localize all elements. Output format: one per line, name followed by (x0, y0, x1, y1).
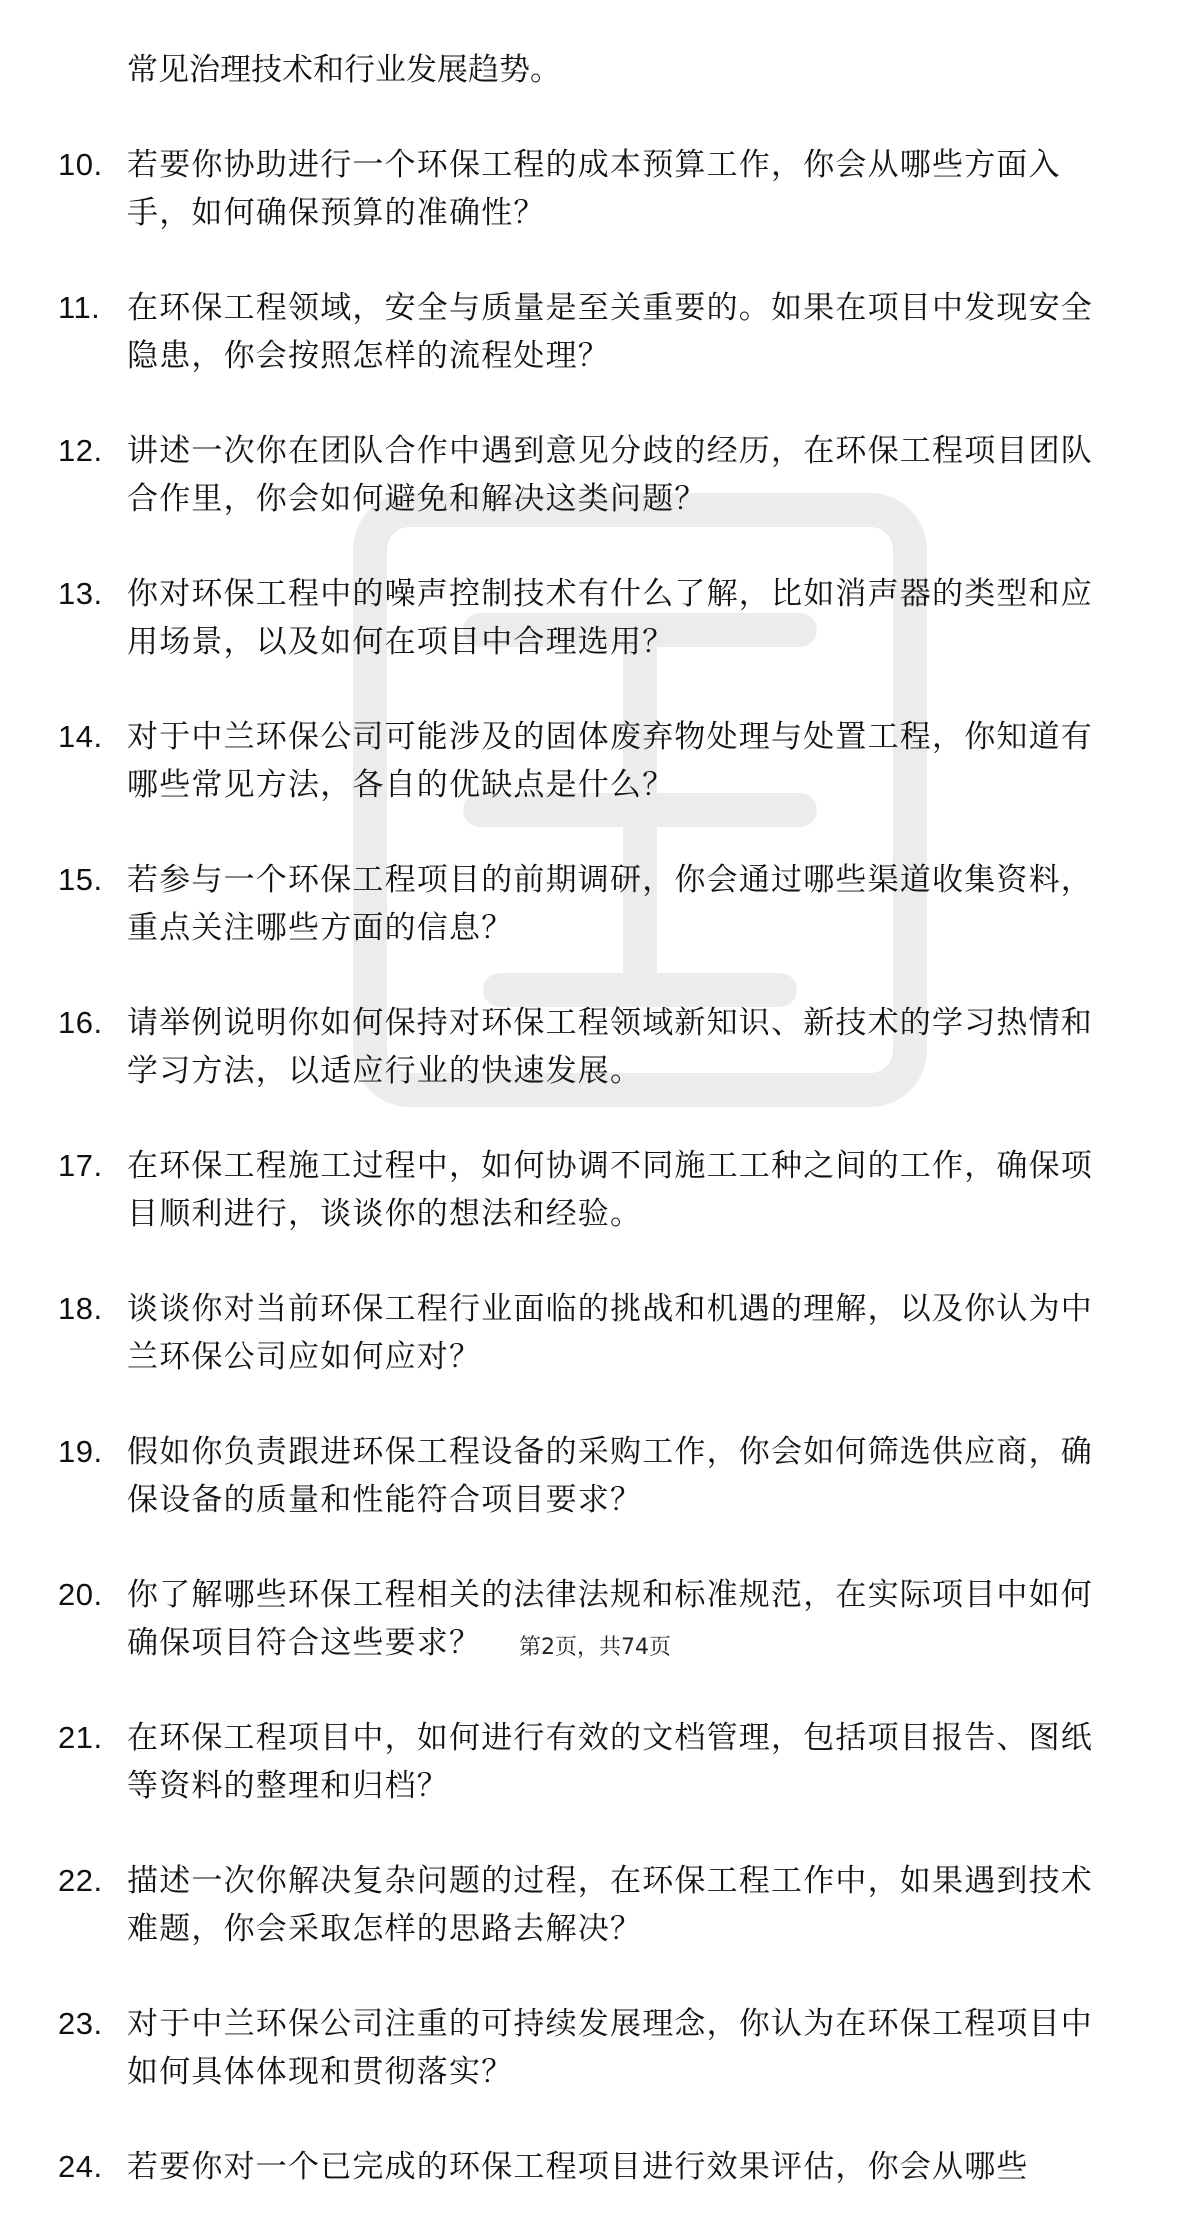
question-number: 24. (58, 2149, 103, 2184)
question-text: 请举例说明你如何保持对环保工程领域新知识、新技术的学习热情和学习方法，以适应行业的快速发展。 (127, 1005, 1093, 1089)
question-text: 描述一次你解决复杂问题的过程，在环保工程工作中，如果遇到技术难题，你会采取怎样的思路去解决？ (127, 1863, 1093, 1947)
question-text: 在环保工程领域，安全与质量是至关重要的。如果在项目中发现安全隐患，你会按照怎样的流程处理？ (127, 290, 1093, 374)
question-number: 23. (58, 2006, 103, 2041)
question-number: 14. (58, 719, 103, 754)
question-item (58, 2000, 1118, 2096)
question-item (58, 570, 1118, 666)
question-text: 谈谈你对当前环保工程行业面临的挑战和机遇的理解，以及你认为中兰环保公司应如何应对？ (127, 1291, 1093, 1375)
question-item (58, 427, 1118, 523)
question-item (58, 856, 1118, 952)
question-text: 讲述一次你在团队合作中遇到意见分歧的经历，在环保工程项目团队合作里，你会如何避免和解决这类问题？ (127, 433, 1093, 517)
question-number: 10. (58, 147, 103, 182)
question-number: 22. (58, 1863, 103, 1898)
question-item (58, 1285, 1118, 1381)
question-number: 17. (58, 1148, 103, 1183)
continuation-text: 常见治理技术和行业发展趋势。 (127, 52, 561, 88)
question-text: 若要你协助进行一个环保工程的成本预算工作，你会从哪些方面入手，如何确保预算的准确性？ (127, 147, 1061, 231)
question-number: 18. (58, 1291, 103, 1326)
question-number: 15. (58, 862, 103, 897)
question-number: 19. (58, 1434, 103, 1469)
question-text: 在环保工程施工过程中，如何协调不同施工工种之间的工作，确保项目顺利进行，谈谈你的想法和经验。 (127, 1148, 1093, 1232)
question-item (58, 1714, 1118, 1810)
question-number: 12. (58, 433, 103, 468)
question-text: 在环保工程项目中，如何进行有效的文档管理，包括项目报告、图纸等资料的整理和归档？ (127, 1720, 1093, 1804)
page-number-footer: 第2页，共74页 (519, 1635, 671, 1660)
question-item (58, 1857, 1118, 1953)
question-list (58, 141, 1118, 2191)
question-item (58, 999, 1118, 1095)
question-text: 假如你负责跟进环保工程设备的采购工作，你会如何筛选供应商，确保设备的质量和性能符合项目要求？ (127, 1434, 1093, 1518)
question-item (58, 1142, 1118, 1238)
question-text: 你对环保工程中的噪声控制技术有什么了解，比如消声器的类型和应用场景，以及如何在项目中合理选用？ (127, 576, 1093, 660)
question-number: 20. (58, 1577, 103, 1612)
question-number: 21. (58, 1720, 103, 1755)
question-item (58, 284, 1118, 380)
question-item (58, 1428, 1118, 1524)
question-item (58, 2143, 1118, 2191)
question-text: 对于中兰环保公司注重的可持续发展理念，你认为在环保工程项目中如何具体体现和贯彻落实？ (127, 2006, 1093, 2090)
question-text: 你了解哪些环保工程相关的法律法规和标准规范，在实际项目中如何确保项目符合这些要求？ (127, 1577, 1093, 1661)
question-item (58, 141, 1118, 237)
question-number: 13. (58, 576, 103, 611)
question-item (58, 713, 1118, 809)
question-number: 16. (58, 1005, 103, 1040)
question-text: 若参与一个环保工程项目的前期调研，你会通过哪些渠道收集资料，重点关注哪些方面的信息？ (127, 862, 1093, 946)
question-content (58, 46, 1118, 2238)
question-text: 若要你对一个已完成的环保工程项目进行效果评估，你会从哪些 (127, 2149, 1029, 2185)
question-number: 11. (58, 290, 101, 325)
question-text: 对于中兰环保公司可能涉及的固体废弃物处理与处置工程，你知道有哪些常见方法，各自的优缺点是什么？ (127, 719, 1093, 803)
